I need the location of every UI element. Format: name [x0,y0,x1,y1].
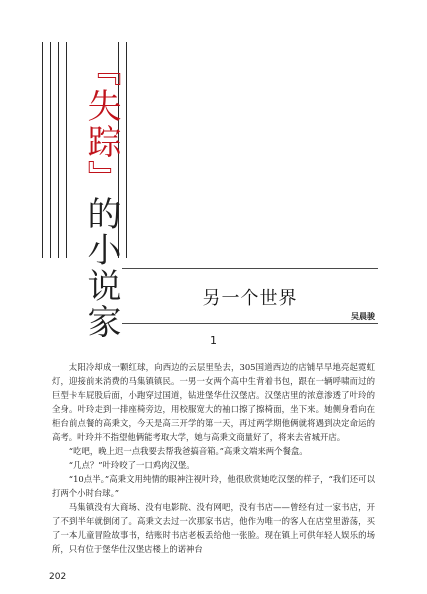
body-text [52,360,375,556]
story-title: 另一个世界 [202,288,298,309]
section-title-keyword: 失踪 [81,88,121,160]
decorative-rule [42,42,43,258]
section-title [80,52,122,340]
page-number: 202 [49,572,67,582]
section-title-rest: 的小说家 [81,196,121,340]
chapter-number: 1 [210,334,217,347]
decorative-rule [66,42,67,258]
divider [122,268,378,269]
decorative-rule [50,42,51,258]
divider [122,323,378,324]
paragraph: 马集镇没有大商场、没有电影院、没有网吧，没有书店——曾经有过一家书店，开了不到半年就倒闭了。高秉文去过一次那家书店，他作为唯一的客人在店堂里游荡，买了一本儿童冒险故事书，结账时书店老板丢给他一张脸。现在镇上可供年轻人娱乐的场所，只有位于堡华仕汉堡店楼上的诺神台 [52,502,375,554]
decorative-rule [58,42,59,258]
section-title-close-bracket: 』 [81,160,121,196]
paragraph: “10点半。”高秉文用纯情的眼神注视叶玲，他很欣赏她吃汉堡的样子，“我们还可以打两个小时台球。” [52,474,375,498]
section-title-open-bracket: 『 [81,52,121,88]
paragraph: “吃吧，晚上迟一点我要去帮我爸搞音箱。”高秉文端来两个餐盒。 [68,446,308,456]
author-name: 吴晨骏 [351,312,375,321]
paragraph: “几点？”叶玲咬了一口鸡肉汉堡。 [68,460,195,470]
decorative-rule [126,42,127,258]
paragraph: 太阳冷却成一颗红球，向西边的云层里坠去，305国道西边的店铺早早地亮起霓虹灯，迎接前来消费的马集镇镇民。一男一女两个高中生背着书包，跟在一辆呼啸而过的巨型卡车屁股后面，小跑穿过国道，钻进堡华仕汉堡店。汉堡店里的浓意渗透了叶玲的全身。叶玲走到一排座椅旁边，用校服宽大的袖口擦了擦椅面，坐下来。她侧身看向在柜台前点餐的高秉文，今天是高三开学的第一天，再过两学期他俩就将遇到决定命运的高考。叶玲并不指望他俩能考取大学，她与高秉文商量好了，将来去省城开店。 [52,362,375,442]
